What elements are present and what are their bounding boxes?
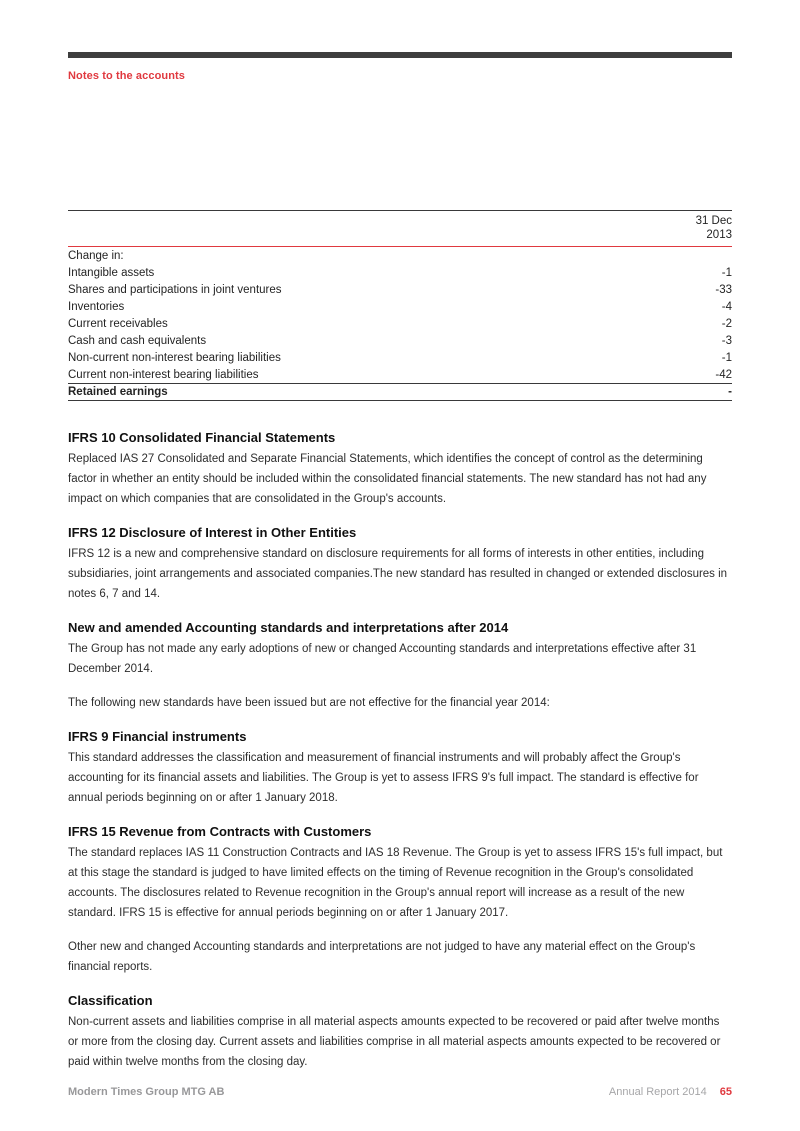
total-row-label: Retained earnings bbox=[68, 386, 168, 398]
section-heading: IFRS 10 Consolidated Financial Statements bbox=[68, 430, 336, 445]
page-footer bbox=[68, 1086, 732, 1098]
table-row bbox=[68, 315, 732, 332]
table-period-header bbox=[696, 214, 732, 242]
section-paragraph: Non-current assets and liabilities comprise in all material aspects amounts expected to be recovered or paid after twelve months or more from the closing day. Current assets and liabilities comprise in all material aspects amounts expected to be recovered or paid within twelve months from the closing day. bbox=[68, 1016, 721, 1068]
table-row bbox=[68, 298, 732, 315]
row-value: -4 bbox=[721, 300, 732, 313]
table-row bbox=[68, 264, 732, 281]
period-year: 2013 bbox=[706, 229, 732, 241]
footer-company-name: Modern Times Group MTG AB bbox=[68, 1086, 225, 1098]
section-ifrs-9 bbox=[68, 729, 732, 808]
row-label: Current non-interest bearing liabilities bbox=[68, 368, 259, 381]
section-heading: Classification bbox=[68, 993, 153, 1008]
section-heading: IFRS 15 Revenue from Contracts with Customers bbox=[68, 824, 372, 839]
row-label: Non-current non-interest bearing liabilities bbox=[68, 351, 281, 364]
section-ifrs-12 bbox=[68, 525, 732, 604]
table-total-row bbox=[68, 383, 732, 401]
section-paragraph: IFRS 12 is a new and comprehensive standard on disclosure requirements for all forms of interests in other entities, including subsidiaries, joint arrangements and associated companies.The new standard has resulted in changed or extended disclosures in notes 6, 7 and 14. bbox=[68, 548, 728, 600]
footer-page-number: 65 bbox=[719, 1086, 732, 1098]
total-row-value: - bbox=[728, 386, 732, 398]
body-sections bbox=[68, 430, 732, 1072]
section-paragraph: This standard addresses the classification and measurement of financial instruments and will probably affect the Group's accounting for its financial assets and liabilities. The Group is yet to assess IFRS 9's full impact. The standard is effective for annual periods beginning on or after 1 January 2018. bbox=[68, 752, 699, 804]
section-new-amended-standards bbox=[68, 620, 732, 713]
row-label: Shares and participations in joint ventures bbox=[68, 283, 282, 296]
row-label: Cash and cash equivalents bbox=[68, 334, 207, 347]
section-heading: New and amended Accounting standards and interpretations after 2014 bbox=[68, 620, 509, 635]
row-label: Current receivables bbox=[68, 317, 168, 330]
period-date: 31 Dec bbox=[695, 215, 732, 227]
section-paragraph: The Group has not made any early adoptions of new or changed Accounting standards and interpretations effective after 31 December 2014. bbox=[68, 643, 697, 675]
table-row bbox=[68, 332, 732, 349]
section-paragraph: The following new standards have been issued but are not effective for the financial year 2014: bbox=[68, 697, 550, 709]
financial-table bbox=[68, 210, 732, 401]
row-label: Inventories bbox=[68, 300, 125, 313]
table-row bbox=[68, 281, 732, 298]
row-value: -2 bbox=[721, 317, 732, 330]
row-value: -33 bbox=[715, 283, 732, 296]
footer-report-info bbox=[609, 1086, 732, 1098]
table-row bbox=[68, 247, 732, 264]
row-value: -1 bbox=[721, 351, 732, 364]
table-row bbox=[68, 366, 732, 383]
row-label: Intangible assets bbox=[68, 266, 155, 279]
row-value: -1 bbox=[721, 266, 732, 279]
section-paragraph: The standard replaces IAS 11 Construction Contracts and IAS 18 Revenue. The Group is yet to assess IFRS 15's full impact, but at this stage the standard is judged to have limited effects on the timing of Revenue recognition in the Group's consolidated accounts. The disclosures related to Revenue recognition in the Group's annual report will increase as a result of the new standard. IFRS 15 is effective for annual periods beginning on or after 1 January 2017. bbox=[68, 847, 723, 919]
section-label: Notes to the accounts bbox=[68, 70, 186, 82]
top-rule-bar bbox=[68, 52, 732, 58]
section-ifrs-15 bbox=[68, 824, 732, 977]
section-paragraph: Other new and changed Accounting standards and interpretations are not judged to have any material effect on the Group's financial reports. bbox=[68, 941, 696, 973]
section-paragraph: Replaced IAS 27 Consolidated and Separate Financial Statements, which identifies the concept of control as the determining factor in whether an entity should be included within the consolidated financial statements. The new standard has not had any impact on which companies that are consolidated in the Group's accounts. bbox=[68, 453, 707, 505]
table-header bbox=[68, 211, 732, 247]
section-heading: IFRS 9 Financial instruments bbox=[68, 729, 247, 744]
row-value: -42 bbox=[715, 368, 732, 381]
row-value: -3 bbox=[721, 334, 732, 347]
table-row bbox=[68, 349, 732, 366]
section-ifrs-10 bbox=[68, 430, 732, 509]
footer-report-title: Annual Report 2014 bbox=[608, 1086, 707, 1098]
row-label: Change in: bbox=[68, 249, 124, 262]
section-heading: IFRS 12 Disclosure of Interest in Other Entities bbox=[68, 525, 357, 540]
section-classification bbox=[68, 993, 732, 1072]
